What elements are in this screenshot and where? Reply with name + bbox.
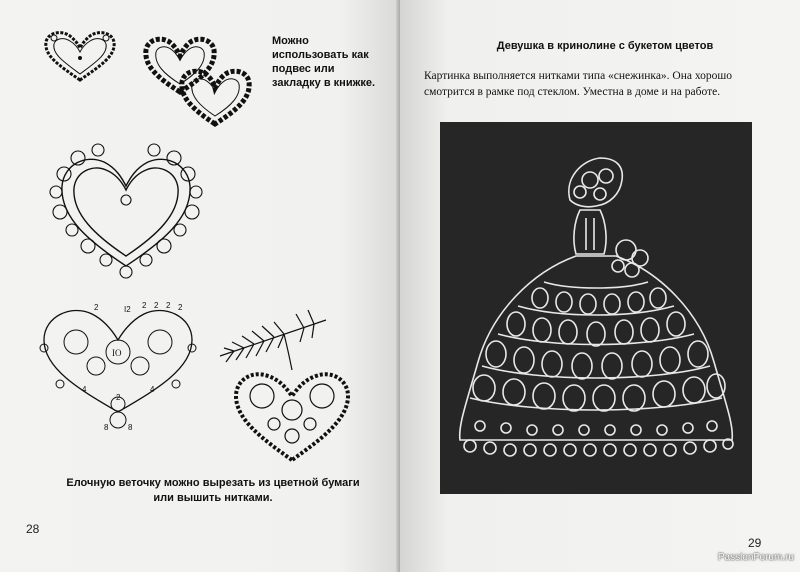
diagram-number: 4	[150, 385, 155, 394]
large-picot-heart-illustration	[38, 138, 218, 278]
diagram-number: 2	[116, 393, 121, 402]
diagram-number: I2	[124, 305, 131, 314]
diagram-number: 8	[104, 423, 109, 432]
page-number-right: 29	[748, 536, 762, 550]
double-heart-bookmark-illustration	[140, 32, 260, 132]
caption-bottom: Елочную веточку можно вырезать из цветной бумаги или вышить нитками.	[66, 477, 360, 504]
diagram-number: 2	[178, 303, 183, 312]
pine-branch-heart-illustration	[214, 300, 364, 470]
diagram-number: 2	[94, 303, 99, 312]
diagram-center-label: IO	[112, 348, 122, 358]
right-page	[400, 0, 800, 572]
diagram-number: 8	[128, 423, 133, 432]
watermark: PassionForum.ru	[717, 552, 794, 563]
numbered-heart-diagram	[30, 296, 210, 436]
description-text: Картинка выполняется нитками типа «снежинка». Она хорошо смотрится в рамке под стеклом. Уместна в доме и на работе.	[424, 70, 733, 98]
small-heart-pendant-illustration	[40, 28, 120, 88]
caption-top: Можно использовать как подвес или закладку в книжке.	[272, 35, 376, 89]
page-title: Девушка в кринолине с букетом цветов	[496, 40, 714, 52]
crinoline-lady-lace-image	[440, 122, 752, 494]
diagram-number: 2	[142, 301, 147, 310]
diagram-number: 2	[166, 301, 171, 310]
diagram-number: 4	[82, 385, 87, 394]
diagram-number: 2	[154, 301, 159, 310]
lace-crinoline-photo	[440, 122, 752, 494]
page-number-left: 28	[26, 522, 40, 536]
